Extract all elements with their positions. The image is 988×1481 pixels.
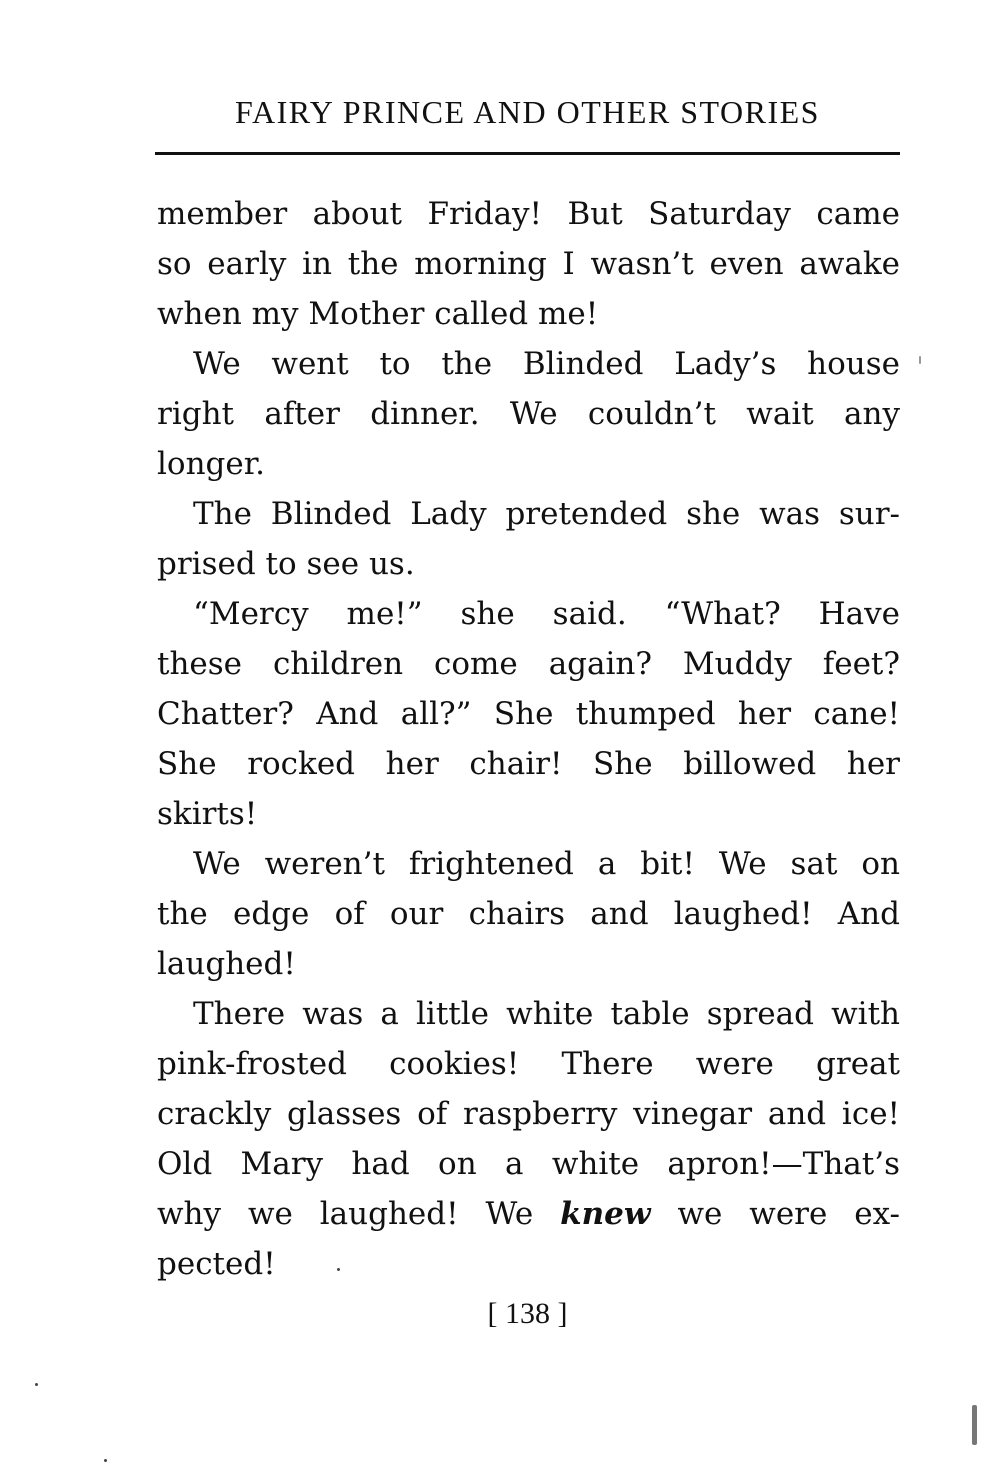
scan-speck: [919, 356, 921, 364]
text-line: We weren’t frightened a bit! We sat on: [193, 846, 900, 882]
text-line: crackly glasses of raspberry vinegar and ice!: [157, 1096, 900, 1132]
scan-speck: [972, 1405, 977, 1445]
text-line: longer.: [157, 446, 266, 482]
paragraph-6: [157, 989, 900, 1289]
paragraph-5: [157, 839, 900, 989]
text-line: pink-frosted cookies! There were great: [157, 1046, 900, 1082]
text-segment: why we laughed! We: [157, 1196, 561, 1232]
paragraph-1: [157, 189, 900, 339]
text-line-with-emphasis: [157, 1189, 900, 1239]
scan-speck: [35, 1383, 38, 1386]
scan-speck: [104, 1459, 107, 1462]
text-line: laughed!: [157, 946, 296, 982]
text-line: There was a little white table spread with: [193, 996, 900, 1032]
paragraph-3: [157, 489, 900, 589]
paragraph-4: [157, 589, 900, 839]
text-line: these children come again? Muddy feet?: [157, 646, 900, 682]
running-header: FAIRY PRINCE AND OTHER STORIES: [235, 94, 820, 130]
text-line: Old Mary had on a white apron!—That’s: [157, 1146, 900, 1182]
text-line: The Blinded Lady pretended she was sur-: [193, 496, 900, 532]
scan-speck: [337, 1268, 340, 1271]
header-rule: [155, 152, 900, 155]
text-line: member about Friday! But Saturday came: [157, 196, 900, 232]
text-line: pected!: [157, 1246, 276, 1282]
text-segment: we were ex-: [650, 1196, 901, 1232]
emphasis-word: knew: [560, 1196, 651, 1232]
text-line: the edge of our chairs and laughed! And: [157, 896, 900, 932]
text-line: “Mercy me!” she said. “What? Have: [193, 596, 900, 632]
text-line: She rocked her chair! She billowed her: [157, 746, 900, 782]
text-line: when my Mother called me!: [157, 296, 599, 332]
body-text: [157, 189, 900, 1289]
text-line: Chatter? And all?” She thumped her cane!: [157, 696, 900, 732]
text-line: We went to the Blinded Lady’s house: [193, 346, 900, 382]
text-line: skirts!: [157, 796, 258, 832]
paragraph-2: [157, 339, 900, 489]
text-line: prised to see us.: [157, 546, 415, 582]
text-line: right after dinner. We couldn’t wait any: [157, 396, 900, 432]
page-number: [ 138 ]: [487, 1297, 568, 1330]
text-line: so early in the morning I wasn’t even awake: [157, 246, 900, 282]
